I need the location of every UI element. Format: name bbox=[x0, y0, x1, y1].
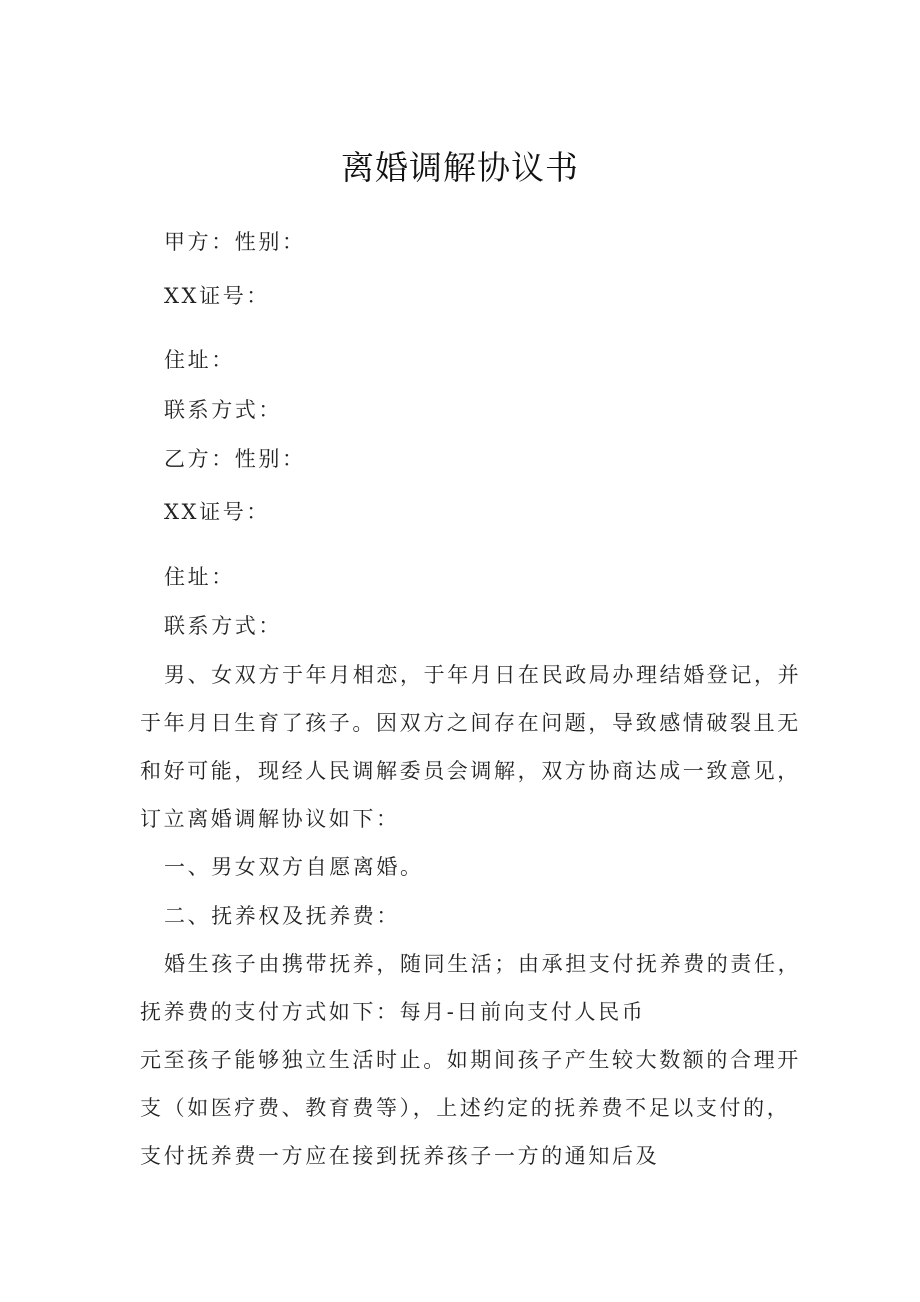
party-a-id: XX证号： bbox=[164, 284, 270, 308]
clause-2-line: 抚养费的支付方式如下：每月-日前向支付人民币 bbox=[140, 1000, 646, 1024]
party-a-address: 住址： bbox=[164, 348, 235, 372]
clause-2-line: 婚生孩子由携带抚养，随同生活；由承担支付抚养费的责任， bbox=[164, 952, 802, 976]
party-a-contact: 联系方式： bbox=[164, 398, 282, 422]
clause-2-heading: 二、抚养权及抚养费： bbox=[164, 904, 400, 928]
party-b-contact: 联系方式： bbox=[164, 614, 282, 638]
clause-2-line: 支（如医疗费、教育费等），上述约定的抚养费不足以支付的， bbox=[140, 1096, 791, 1120]
intro-line: 男、女双方于年月相恋，于年月日在民政局办理结婚登记，并 bbox=[164, 663, 802, 687]
intro-line: 订立离婚调解协议如下： bbox=[140, 807, 400, 831]
document-title: 离婚调解协议书 bbox=[341, 148, 579, 187]
clause-1: 一、男女双方自愿离婚。 bbox=[164, 855, 424, 879]
party-a-name-gender: 甲方：性别： bbox=[164, 230, 306, 254]
party-b-address: 住址： bbox=[164, 565, 235, 589]
party-b-name-gender: 乙方：性别： bbox=[164, 447, 306, 471]
party-b-id: XX证号： bbox=[164, 500, 270, 524]
clause-2-line: 支付抚养费一方应在接到抚养孩子一方的通知后及 bbox=[140, 1144, 660, 1168]
clause-2-line: 元至孩子能够独立生活时止。如期间孩子产生较大数额的合理开 bbox=[140, 1048, 801, 1072]
intro-line: 和好可能，现经人民调解委员会调解，双方协商达成一致意见， bbox=[140, 759, 801, 783]
intro-line: 于年月日生育了孩子。因双方之间存在问题，导致感情破裂且无 bbox=[140, 711, 801, 735]
